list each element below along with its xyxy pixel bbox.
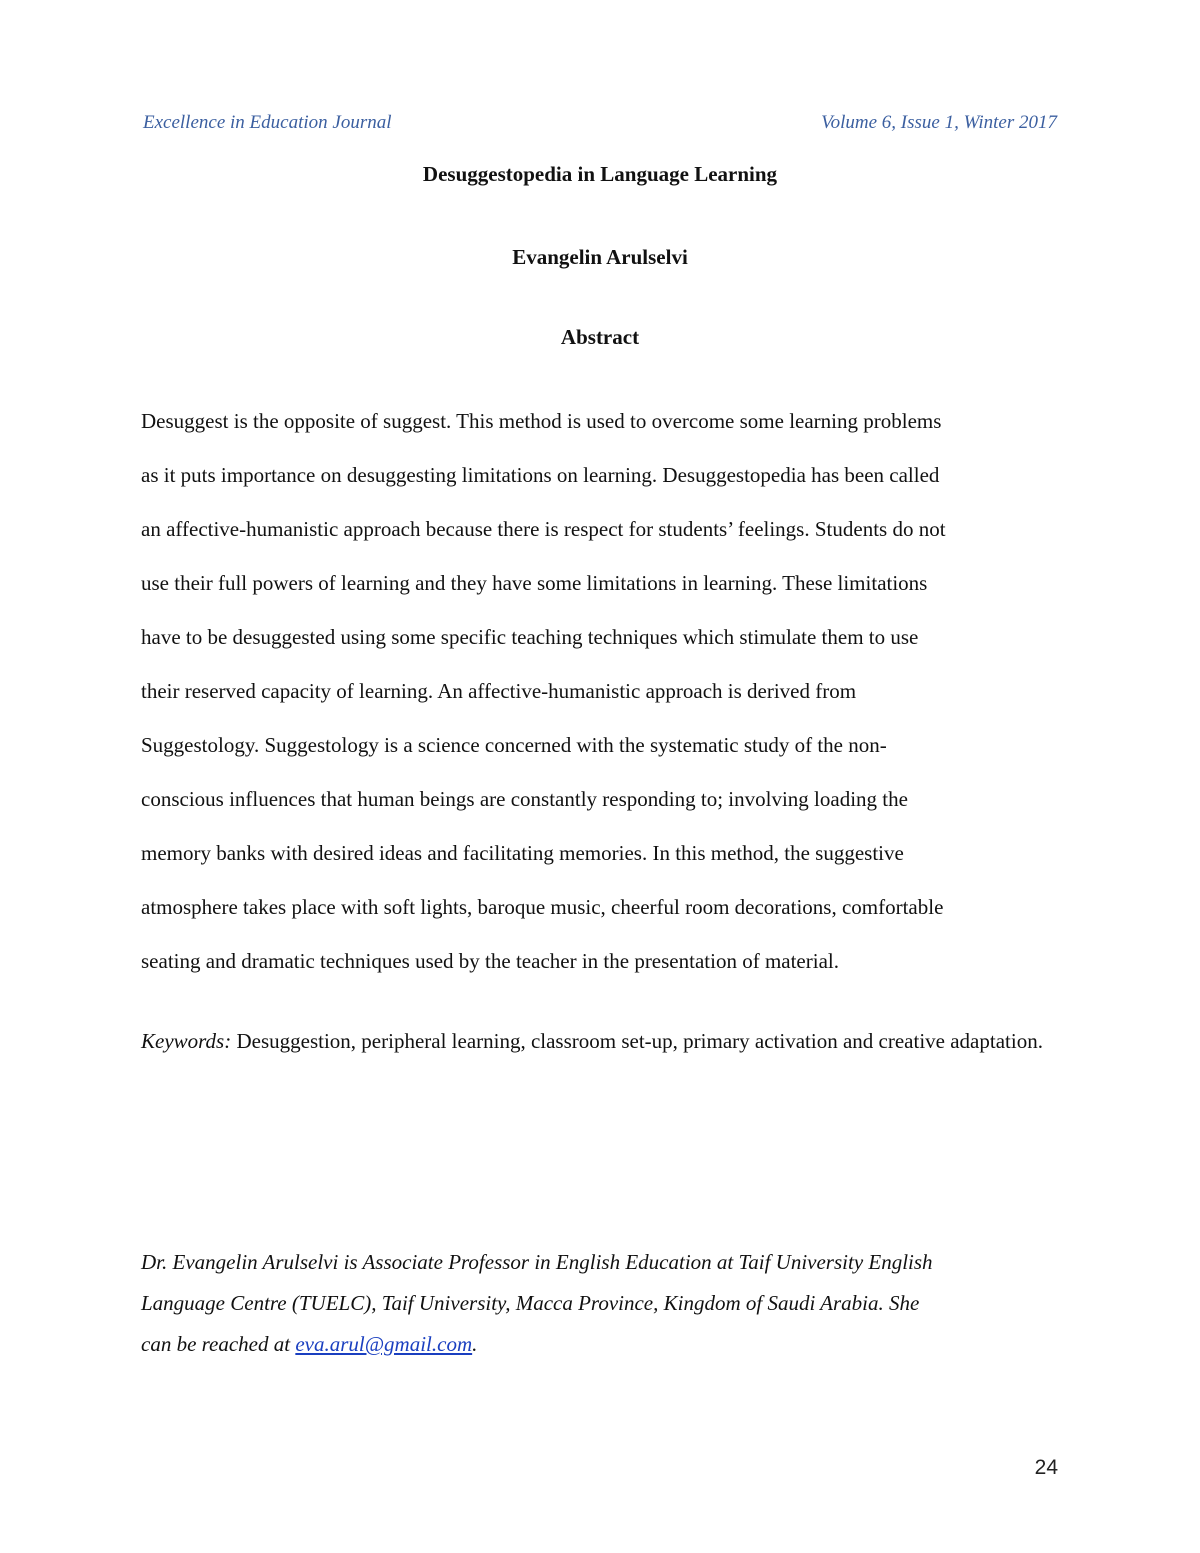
journal-name: Excellence in Education Journal bbox=[143, 112, 392, 133]
abstract-line: seating and dramatic techniques used by the teacher in the presentation of material. bbox=[141, 949, 839, 973]
abstract-line: use their full powers of learning and they have some limitations in learning. These limitations bbox=[141, 571, 928, 595]
abstract-line: memory banks with desired ideas and facilitating memories. In this method, the suggestive bbox=[141, 841, 904, 865]
abstract-line: as it puts importance on desuggesting limitations on learning. Desuggestopedia has been called bbox=[141, 463, 940, 487]
paper-author: Evangelin Arulselvi bbox=[512, 245, 688, 269]
issue-info: Volume 6, Issue 1, Winter 2017 bbox=[821, 112, 1057, 133]
abstract-line: conscious influences that human beings are constantly responding to; involving loading the bbox=[141, 787, 908, 811]
email-link[interactable]: eva.arul@gmail.com bbox=[295, 1332, 473, 1356]
page-number: 24 bbox=[1034, 1456, 1058, 1479]
abstract-line: atmosphere takes place with soft lights, baroque music, cheerful room decorations, comfortable bbox=[141, 895, 944, 919]
contact-prefix: can be reached at bbox=[141, 1332, 296, 1356]
abstract-body bbox=[141, 394, 1061, 988]
abstract-line: their reserved capacity of learning. An affective-humanistic approach is derived from bbox=[141, 679, 857, 703]
abstract-line: Suggestology. Suggestology is a science concerned with the systematic study of the non- bbox=[141, 733, 887, 757]
author-note-line-contact bbox=[141, 1324, 1061, 1365]
keywords-block bbox=[141, 1028, 1061, 1055]
author-note-line: Dr. Evangelin Arulselvi is Associate Professor in English Education at Taif University English bbox=[141, 1250, 933, 1274]
abstract-line: Desuggest is the opposite of suggest. This method is used to overcome some learning problems bbox=[141, 409, 942, 433]
running-header bbox=[143, 112, 1057, 134]
author-note bbox=[141, 1242, 1061, 1365]
paper-title: Desuggestopedia in Language Learning bbox=[422, 162, 778, 186]
keywords-label: Keywords: bbox=[141, 1029, 232, 1053]
keywords-text: Desuggestion, peripheral learning, classroom set-up, primary activation and creative adaptation. bbox=[231, 1029, 1043, 1053]
author-note-line: Language Centre (TUELC), Taif University, Macca Province, Kingdom of Saudi Arabia. She bbox=[141, 1291, 920, 1315]
abstract-line: have to be desuggested using some specific teaching techniques which stimulate them to use bbox=[141, 625, 919, 649]
abstract-heading: Abstract bbox=[560, 325, 640, 349]
contact-suffix: . bbox=[472, 1332, 478, 1356]
abstract-line: an affective-humanistic approach because there is respect for students’ feelings. Students do not bbox=[141, 517, 946, 541]
